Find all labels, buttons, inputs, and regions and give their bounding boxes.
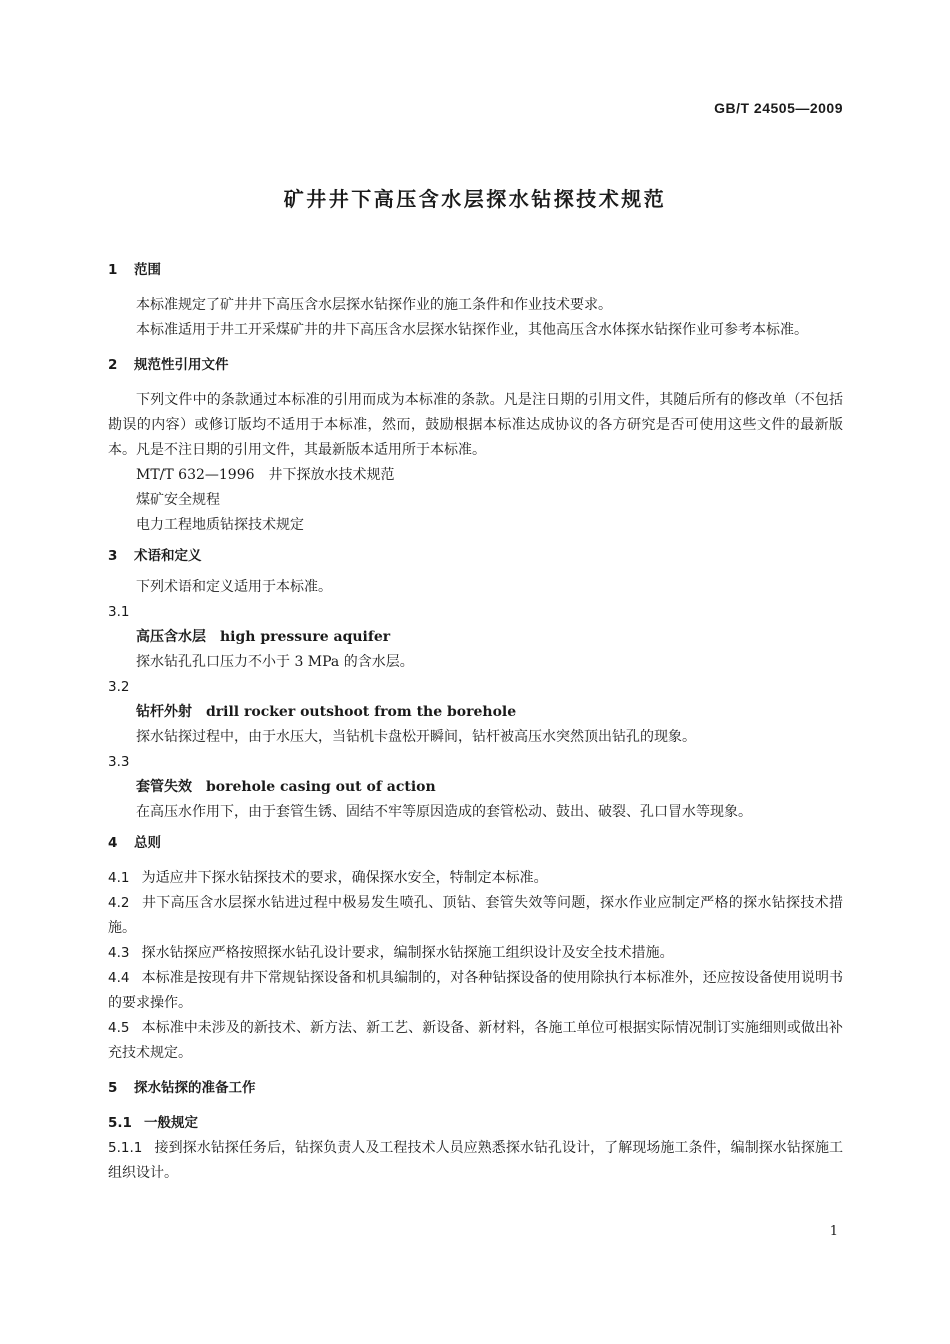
term-title: 钻杆外射 drill rocker outshoot from the borehole <box>136 704 517 720</box>
paragraph: 本标准适用于井工开采煤矿井的井下高压含水层探水钻探作业，其他高压含水体探水钻探作业可参考本标准。 <box>136 322 808 338</box>
term-definition: 在高压水作用下，由于套管生锈、固结不牢等原因造成的套管松动、鼓出、破裂、孔口冒水等现象。 <box>136 804 752 820</box>
term-definition: 探水钻探过程中，由于水压大，当钻机卡盘松开瞬间，钻杆被高压水突然顶出钻孔的现象。 <box>136 729 696 745</box>
section-heading-3: 3 术语和定义 <box>108 548 202 564</box>
term-title: 套管失效 borehole casing out of action <box>136 779 436 795</box>
term-definition: 探水钻孔孔口压力不小于 3 MPa 的含水层。 <box>136 654 414 670</box>
paragraph: 下列文件中的条款通过本标准的引用而成为本标准的条款。凡是注日期的引用文件，其随后所有的修改单（不包括勘误的内容）或修订版均不适用于本标准，然而，鼓励根据本标准达成协议的各方研究是否可使用这些文件的最新版本。凡是不注日期的引用文件，其最新版本适用所于本标准。 <box>108 392 843 458</box>
clause: 4.2 井下高压含水层探水钻进过程中极易发生喷孔、顶钻、套管失效等问题，探水作业应制定严格的探水钻探技术措施。 <box>108 895 843 936</box>
reference-item: 电力工程地质钻探技术规定 <box>136 517 304 533</box>
clause: 4.5 本标准中未涉及的新技术、新方法、新工艺、新设备、新材料，各施工单位可根据实际情况制订实施细则或做出补充技术规定。 <box>108 1020 843 1061</box>
section-heading-1: 1 范围 <box>108 262 161 278</box>
page-number: 1 <box>829 1224 838 1239</box>
reference-item: 煤矿安全规程 <box>136 492 220 508</box>
document-body <box>108 258 843 1186</box>
section-heading-5: 5 探水钻探的准备工作 <box>108 1080 256 1096</box>
section-heading-2: 2 规范性引用文件 <box>108 357 229 373</box>
clause: 4.4 本标准是按现有井下常规钻探设备和机具编制的，对各种钻探设备的使用除执行本标准外，还应按设备使用说明书的要求操作。 <box>108 970 843 1011</box>
term-number: 3.2 <box>108 679 130 695</box>
section-heading-4: 4 总则 <box>108 835 161 851</box>
paragraph: 下列术语和定义适用于本标准。 <box>136 579 332 595</box>
term-number: 3.1 <box>108 604 130 620</box>
term-number: 3.3 <box>108 754 130 770</box>
subsection-heading: 5.1 一般规定 <box>108 1115 198 1131</box>
reference-item: MT/T 632—1996 井下探放水技术规范 <box>136 467 395 483</box>
document-title: 矿井井下高压含水层探水钻探技术规范 <box>283 187 667 211</box>
paragraph: 本标准规定了矿井井下高压含水层探水钻探作业的施工条件和作业技术要求。 <box>136 297 612 313</box>
term-title: 高压含水层 high pressure aquifer <box>136 629 391 645</box>
standard-code: GB/T 24505—2009 <box>714 100 843 116</box>
clause: 4.3 探水钻探应严格按照探水钻孔设计要求，编制探水钻探施工组织设计及安全技术措施。 <box>108 945 674 961</box>
clause: 5.1.1 接到探水钻探任务后，钻探负责人及工程技术人员应熟悉探水钻孔设计，了解现场施工条件，编制探水钻探施工组织设计。 <box>108 1140 843 1181</box>
clause: 4.1 为适应井下探水钻探技术的要求，确保探水安全，特制定本标准。 <box>108 870 548 886</box>
